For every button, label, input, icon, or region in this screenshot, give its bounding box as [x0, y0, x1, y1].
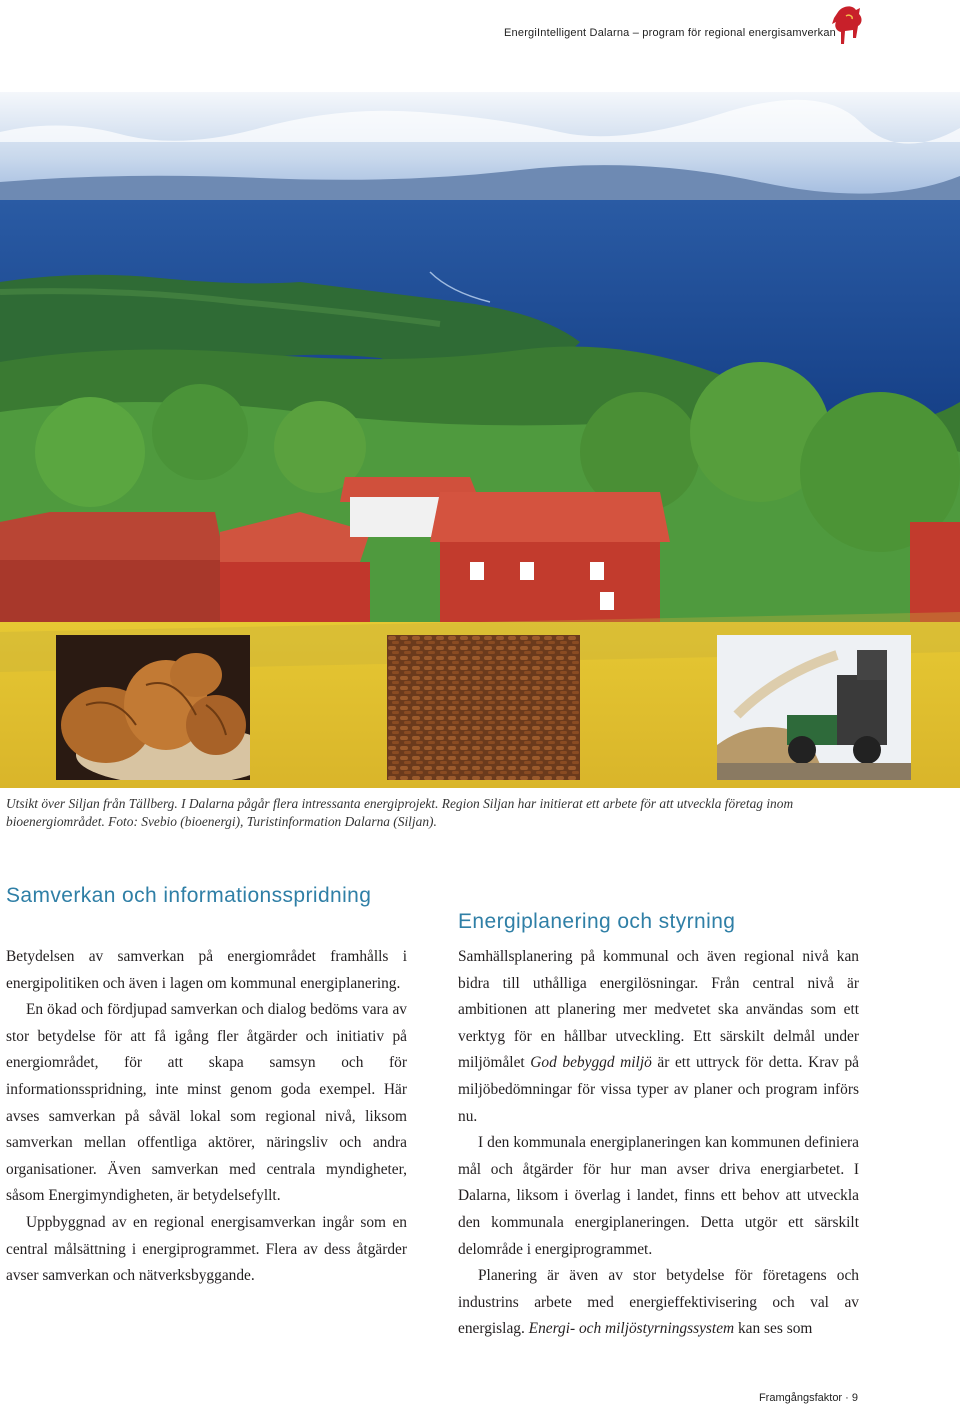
text-run: Planering är även av stor betydelse för företagens och industrins arbete med energieffektivisering och val av energislag.	[458, 1267, 859, 1338]
paragraph	[458, 1263, 859, 1343]
paragraph: Uppbyggnad av en regional energisamverkan ingår som en central målsättning i energiprogrammet. Flera av dess åtgärder avser samverkan och nätverksbyggande.	[6, 1213, 407, 1285]
photo-wood-chipper	[717, 635, 911, 780]
left-column	[6, 944, 407, 1290]
running-header: EnergiIntelligent Dalarna – program för regional energisamverkan	[504, 27, 836, 39]
paragraph: En ökad och fördjupad samverkan och dialog bedöms vara av stor betydelse för att få igång fler åtgärder och initiativ på energiområdet, för att skapa samsyn och för informationsspridning, inte minst genom goda exempel. Här avses samverkan på såväl lokal som regional nivå, liksom samverkan mellan offentliga aktörer, näringsliv och andra organisationer. Även samverkan med centrala myndigheter, såsom Energimyndigheten, är betydelsefyllt.	[6, 1001, 407, 1205]
section-heading-energiplanering: Energiplanering och styrning	[458, 910, 736, 933]
right-column	[458, 944, 859, 1343]
section-heading-samverkan: Samverkan och informationsspridning	[6, 884, 372, 907]
page-folio: Framgångsfaktor · 9	[758, 1392, 858, 1404]
photo-wood-pellets	[387, 635, 580, 780]
text-run: Samhällsplanering på kommunal och även regional nivå kan bidra till uthålliga energilösningar. Från central nivå är ambitionen att planering mer medvetet ska användas som ett verktyg för en hållbar utveckling. Ett särskilt delmål under miljömålet	[458, 948, 859, 1072]
photo-caption: Utsikt över Siljan från Tällberg. I Dalarna pågår flera intressanta energiprojekt. Region Siljan har initierat ett arbete för att utveckla företag inom bioenergiområdet. Foto: Svebio (bioenergi), Turistinformation Dalarna (Siljan).	[6, 796, 794, 829]
dalahorse-logo	[826, 4, 866, 48]
paragraph: Betydelsen av samverkan på energiområdet framhålls i energipolitiken och även i lagen om kommunal energiplanering.	[6, 948, 407, 992]
text-run: är ett uttryck för detta. Krav på miljöbedömningar för vissa typer av planer och program införs nu.	[458, 1054, 859, 1125]
paragraph: I den kommunala energiplaneringen kan kommunen definiera mål och åtgärder för hur man avser driva energiarbetet. I Dalarna, liksom i överlag i landet, finns ett behov att utveckla den kommunala energiplaneringen. Detta utgör ett särskilt delområde i energiprogrammet.	[458, 1134, 859, 1258]
emphasis: God bebyggd miljö	[530, 1054, 652, 1072]
paragraph	[458, 944, 859, 1130]
photo-wood-briquettes	[56, 635, 250, 780]
emphasis: Energi- och miljöstyrningssystem	[528, 1320, 735, 1338]
text-run: kan ses som	[734, 1320, 813, 1338]
